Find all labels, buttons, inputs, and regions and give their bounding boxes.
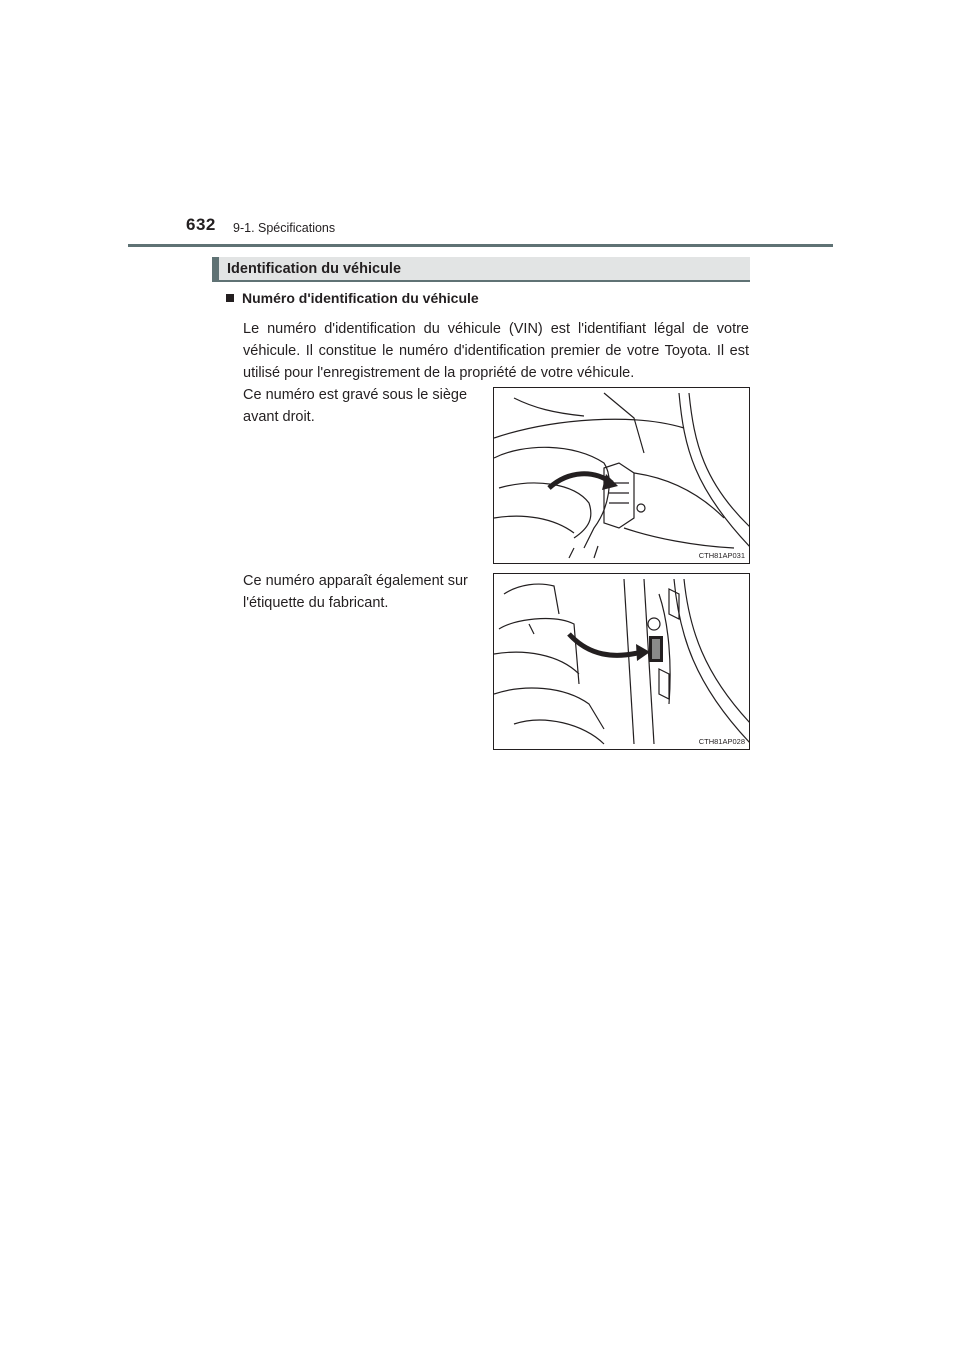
vin-intro-paragraph: Le numéro d'identification du véhicule (VIN) est l'identifiant légal de votre véhicule. Il constitue le numéro d'identification premier de votre Toyota. Il est utilisé pour l'enregistrement de la propriété de votre véhicule. (243, 321, 749, 381)
vin-label-location-paragraph: Ce numéro apparaît également sur l'étiquette du fabricant. (243, 573, 468, 611)
seat-floor-drawing (494, 388, 750, 564)
page-number: 632 (186, 215, 216, 234)
section-heading (212, 257, 750, 282)
illustration-code: CTH81AP031 (698, 551, 745, 560)
vin-seat-location-paragraph: Ce numéro est gravé sous le siège avant droit. (243, 387, 468, 425)
subheading-text: Numéro d'identification du véhicule (242, 290, 479, 306)
section-heading-text: Identification du véhicule (227, 261, 402, 277)
illustration-code: CTH81AP028 (698, 737, 745, 746)
subheading (226, 290, 479, 306)
header-rule (128, 244, 833, 247)
door-pillar-drawing (494, 574, 750, 750)
chapter-title: 9-1. Spécifications (233, 221, 336, 235)
square-bullet-icon (226, 294, 234, 302)
door-pillar-label-illustration (493, 573, 750, 750)
seat-floor-illustration (493, 387, 750, 564)
